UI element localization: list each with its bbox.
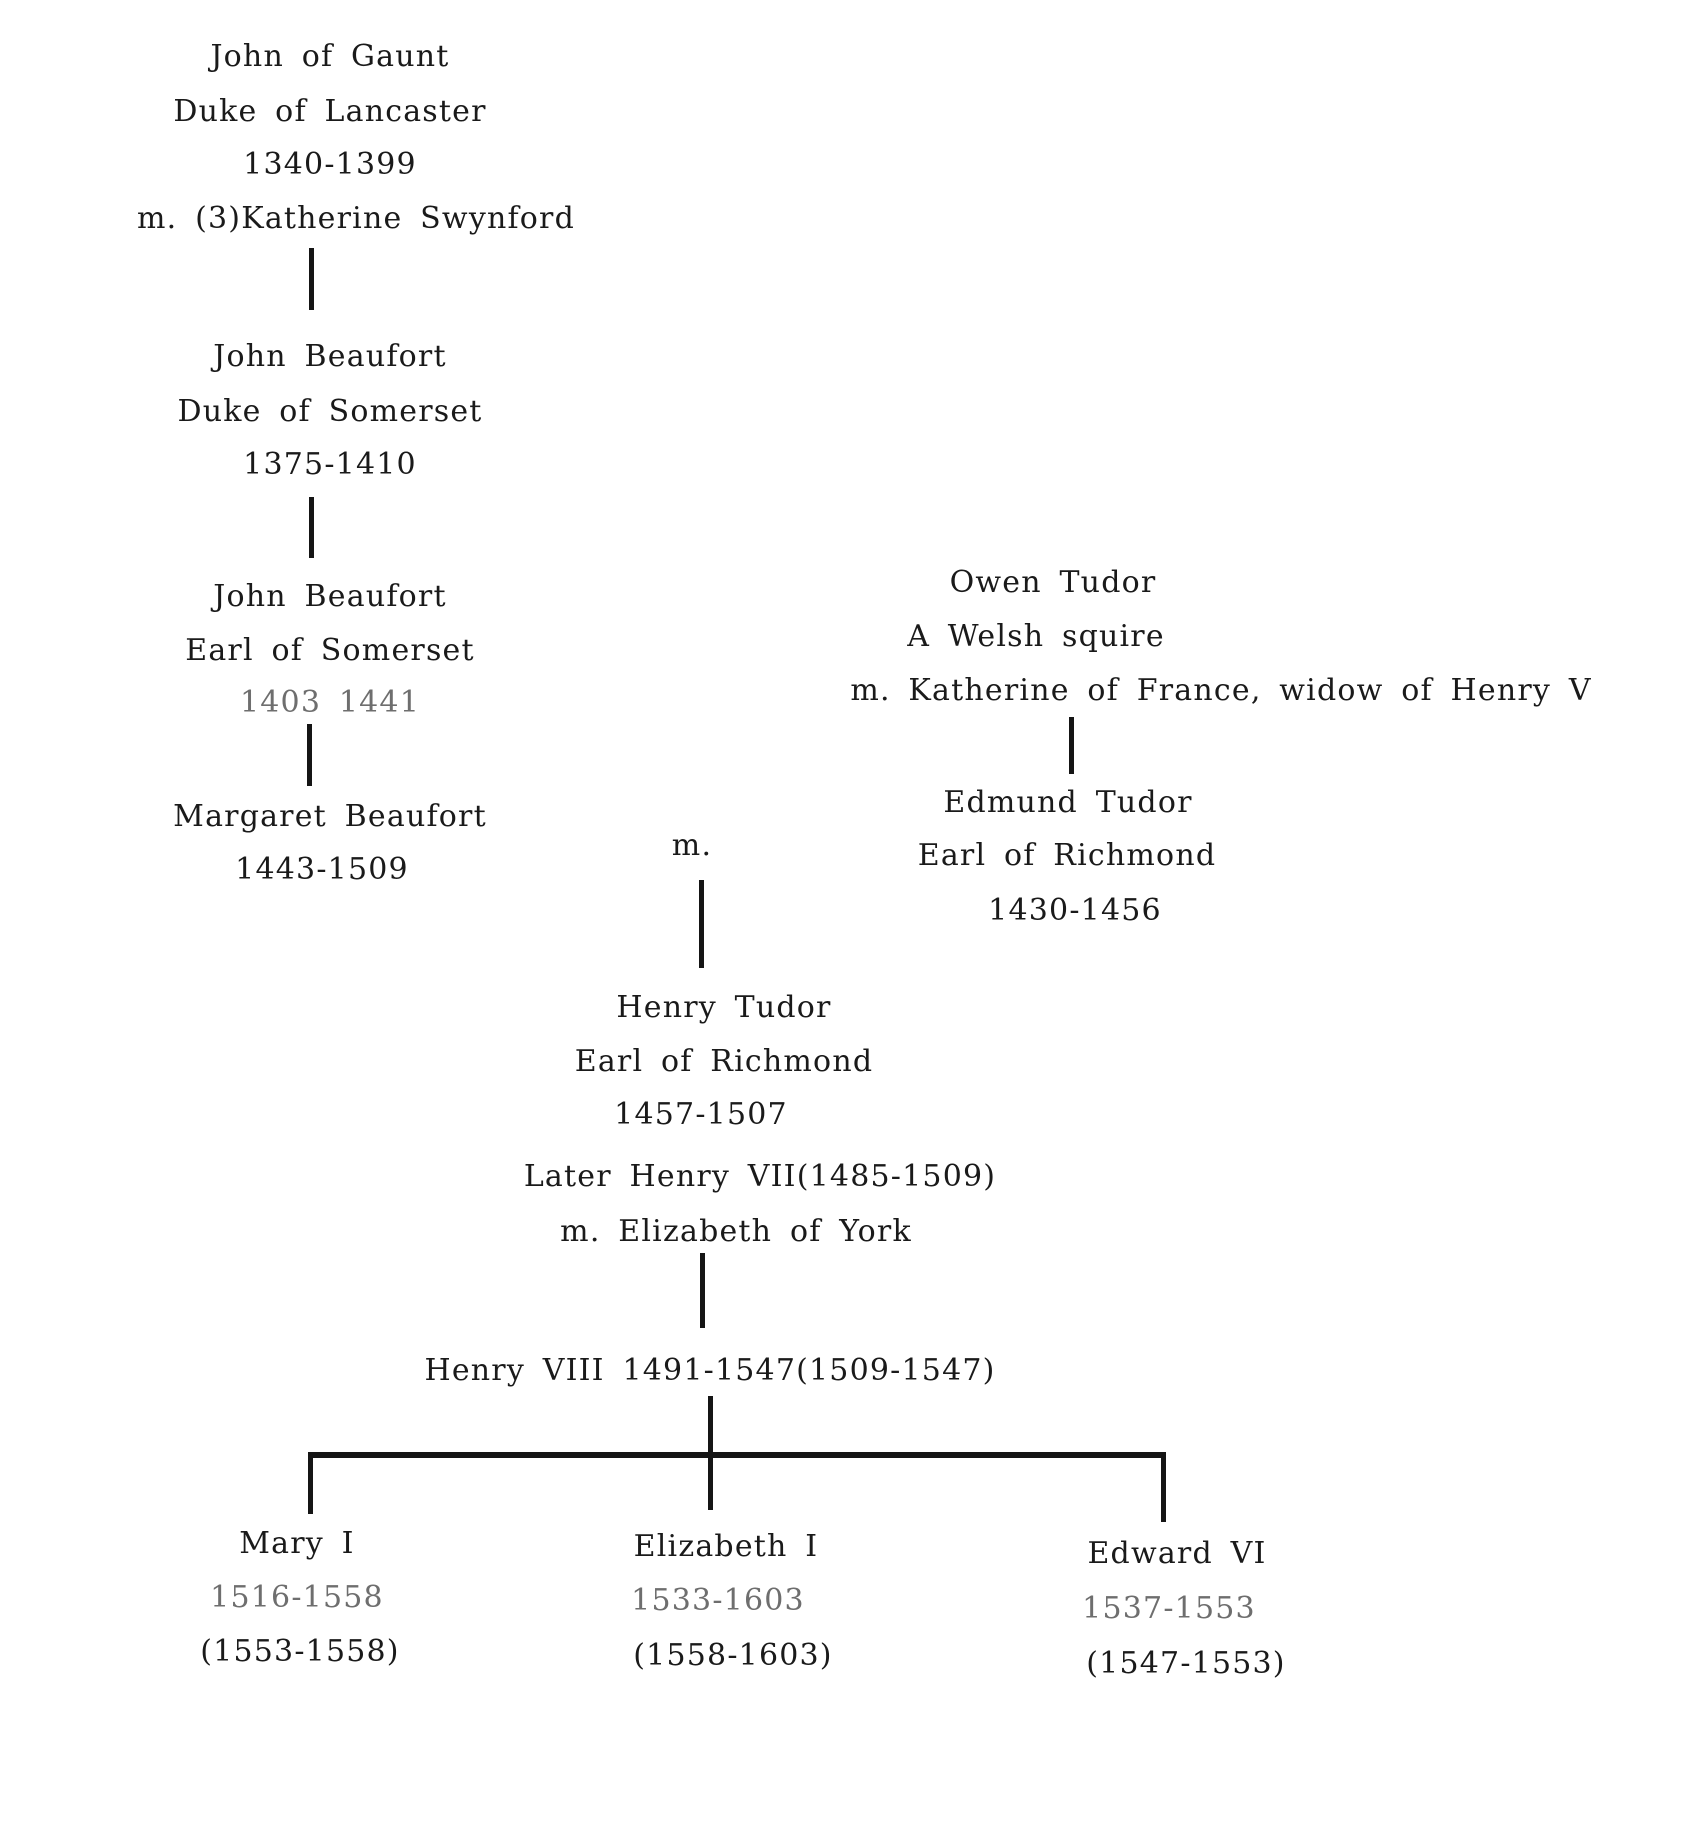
henry-tudor-regnal: Later Henry VII(1485-1509) (523, 1159, 997, 1194)
john-beaufort-earl-dates: 1403 1441 (239, 685, 421, 720)
owen-tudor-name: Owen Tudor (949, 565, 1157, 600)
edward-vi-name: Edward VI (1087, 1536, 1267, 1571)
john-of-gaunt-marriage: m. (3)Katherine Swynford (136, 201, 576, 236)
bracket-drop-elizabeth (708, 1452, 713, 1510)
connector-beaufort-duke-to-beaufort-earl (309, 497, 314, 558)
connector-henry-vii-to-henry-viii (700, 1253, 705, 1328)
edward-vi-dates: 1537-1553 (1082, 1591, 1256, 1626)
bracket-drop-edward (1161, 1452, 1166, 1522)
owen-tudor-marriage: m. Katherine of France, widow of Henry V (850, 673, 1592, 708)
john-beaufort-duke-name: John Beaufort (213, 339, 447, 374)
margaret-beaufort-name: Margaret Beaufort (173, 799, 487, 834)
owen-tudor-title: A Welsh squire (907, 619, 1165, 654)
elizabeth-i-dates: 1533-1603 (631, 1583, 805, 1618)
john-beaufort-duke-title: Duke of Somerset (177, 394, 483, 429)
john-beaufort-earl-title: Earl of Somerset (185, 633, 475, 668)
henry-viii-name: Henry VIII 1491-1547(1509-1547) (424, 1353, 996, 1388)
henry-tudor-dates: 1457-1507 (614, 1097, 788, 1132)
john-beaufort-earl-name: John Beaufort (213, 579, 447, 614)
edward-vi-reign: (1547-1553) (1086, 1646, 1286, 1681)
john-of-gaunt-dates: 1340-1399 (243, 147, 417, 182)
margaret-beaufort-dates: 1443-1509 (235, 852, 409, 887)
edmund-tudor-name: Edmund Tudor (943, 785, 1193, 820)
john-of-gaunt-name: John of Gaunt (210, 39, 450, 74)
marriage-label: m. (671, 828, 713, 863)
mary-i-reign: (1553-1558) (200, 1634, 400, 1669)
elizabeth-i-name: Elizabeth I (633, 1529, 819, 1564)
john-of-gaunt-title: Duke of Lancaster (173, 94, 487, 129)
john-beaufort-duke-dates: 1375-1410 (243, 447, 417, 482)
bracket-drop-mary (308, 1452, 313, 1514)
henry-tudor-title: Earl of Richmond (574, 1044, 874, 1079)
sibling-bracket-bar (308, 1452, 1166, 1458)
edmund-tudor-title: Earl of Richmond (917, 838, 1217, 873)
edmund-tudor-dates: 1430-1456 (988, 893, 1162, 928)
henry-tudor-name: Henry Tudor (616, 990, 832, 1025)
connector-henry-viii-to-bracket (708, 1396, 713, 1454)
connector-gaunt-to-beaufort-duke (309, 248, 314, 310)
connector-owen-to-edmund (1069, 717, 1074, 774)
connector-beaufort-earl-to-margaret (307, 724, 312, 786)
henry-tudor-marriage: m. Elizabeth of York (560, 1214, 912, 1249)
connector-marriage-to-henry-tudor (699, 880, 704, 968)
mary-i-name: Mary I (239, 1526, 355, 1561)
elizabeth-i-reign: (1558-1603) (633, 1638, 833, 1673)
mary-i-dates: 1516-1558 (210, 1580, 384, 1615)
